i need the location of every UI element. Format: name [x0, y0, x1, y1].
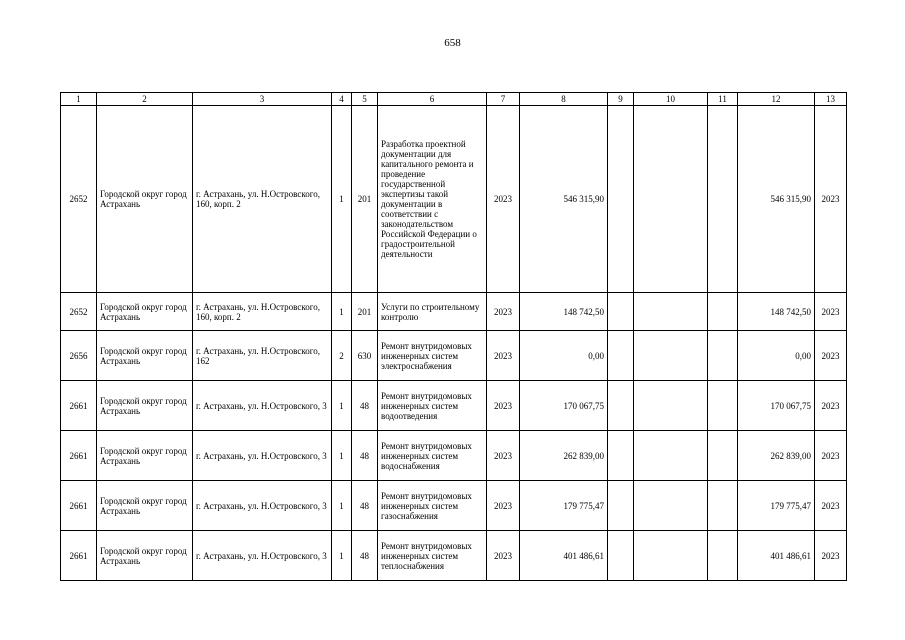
col4-value: 1 [332, 293, 352, 331]
end-year: 2023 [815, 381, 847, 431]
year: 2023 [487, 293, 520, 331]
column-number: 3 [193, 93, 332, 106]
work-type: Ремонт внутридомовых инженерных систем электроснабжения [378, 331, 487, 381]
fund-amount: 170 067,75 [738, 381, 815, 431]
column-number: 9 [608, 93, 634, 106]
column-number: 5 [352, 93, 378, 106]
address: г. Астрахань, ул. Н.Островского, 160, корп. 2 [193, 106, 332, 293]
col5-value: 48 [352, 381, 378, 431]
end-year: 2023 [815, 431, 847, 481]
table-row [61, 531, 847, 581]
table-row [61, 431, 847, 481]
year: 2023 [487, 331, 520, 381]
col10-value [634, 431, 708, 481]
col10-value [634, 293, 708, 331]
col4-value: 2 [332, 331, 352, 381]
row-id: 2656 [61, 331, 97, 381]
col5-value: 201 [352, 293, 378, 331]
total-amount: 546 315,90 [520, 106, 608, 293]
table-row [61, 381, 847, 431]
total-amount: 170 067,75 [520, 381, 608, 431]
municipality: Городской округ город Астрахань [97, 531, 193, 581]
address: г. Астрахань, ул. Н.Островского, 162 [193, 331, 332, 381]
address: г. Астрахань, ул. Н.Островского, 160, корп. 2 [193, 293, 332, 331]
column-number: 10 [634, 93, 708, 106]
row-id: 2652 [61, 293, 97, 331]
col5-value: 48 [352, 431, 378, 481]
col5-value: 48 [352, 531, 378, 581]
col11-value [708, 381, 738, 431]
row-id: 2661 [61, 381, 97, 431]
fund-amount: 179 775,47 [738, 481, 815, 531]
municipality: Городской округ город Астрахань [97, 331, 193, 381]
work-type: Ремонт внутридомовых инженерных систем газоснабжения [378, 481, 487, 531]
year: 2023 [487, 531, 520, 581]
year: 2023 [487, 431, 520, 481]
column-number: 12 [738, 93, 815, 106]
col10-value [634, 481, 708, 531]
col10-value [634, 381, 708, 431]
fund-amount: 262 839,00 [738, 431, 815, 481]
work-type: Ремонт внутридомовых инженерных систем водоснабжения [378, 431, 487, 481]
work-type: Ремонт внутридомовых инженерных систем теплоснабжения [378, 531, 487, 581]
table-row [61, 481, 847, 531]
col11-value [708, 293, 738, 331]
total-amount: 262 839,00 [520, 431, 608, 481]
col11-value [708, 431, 738, 481]
municipality: Городской округ город Астрахань [97, 293, 193, 331]
column-number: 2 [97, 93, 193, 106]
end-year: 2023 [815, 293, 847, 331]
col9-value [608, 106, 634, 293]
col4-value: 1 [332, 381, 352, 431]
total-amount: 0,00 [520, 331, 608, 381]
col10-value [634, 106, 708, 293]
col5-value: 201 [352, 106, 378, 293]
column-number: 6 [378, 93, 487, 106]
col4-value: 1 [332, 106, 352, 293]
address: г. Астрахань, ул. Н.Островского, 3 [193, 531, 332, 581]
work-type: Услуги по строительному контролю [378, 293, 487, 331]
column-number: 4 [332, 93, 352, 106]
table-row [61, 331, 847, 381]
column-number: 8 [520, 93, 608, 106]
municipality: Городской округ город Астрахань [97, 431, 193, 481]
column-number: 7 [487, 93, 520, 106]
col9-value [608, 381, 634, 431]
municipality: Городской округ город Астрахань [97, 481, 193, 531]
col9-value [608, 431, 634, 481]
table-row [61, 293, 847, 331]
row-id: 2661 [61, 531, 97, 581]
col9-value [608, 531, 634, 581]
col5-value: 630 [352, 331, 378, 381]
row-id: 2652 [61, 106, 97, 293]
registry-table [60, 92, 847, 581]
municipality: Городской округ город Астрахань [97, 381, 193, 431]
col11-value [708, 331, 738, 381]
fund-amount: 546 315,90 [738, 106, 815, 293]
fund-amount: 148 742,50 [738, 293, 815, 331]
address: г. Астрахань, ул. Н.Островского, 3 [193, 381, 332, 431]
col11-value [708, 531, 738, 581]
total-amount: 148 742,50 [520, 293, 608, 331]
end-year: 2023 [815, 481, 847, 531]
year: 2023 [487, 106, 520, 293]
col9-value [608, 331, 634, 381]
end-year: 2023 [815, 106, 847, 293]
column-number: 11 [708, 93, 738, 106]
col10-value [634, 531, 708, 581]
column-number: 1 [61, 93, 97, 106]
address: г. Астрахань, ул. Н.Островского, 3 [193, 481, 332, 531]
total-amount: 179 775,47 [520, 481, 608, 531]
col9-value [608, 481, 634, 531]
col11-value [708, 481, 738, 531]
work-type: Разработка проектной документации для капитального ремонта и проведение государственной экспертизы такой документации в соответствии с законодательством Российской Федерации о градостроительной деятельности [378, 106, 487, 293]
address: г. Астрахань, ул. Н.Островского, 3 [193, 431, 332, 481]
page-number: 658 [444, 37, 461, 49]
end-year: 2023 [815, 331, 847, 381]
year: 2023 [487, 481, 520, 531]
col4-value: 1 [332, 431, 352, 481]
row-id: 2661 [61, 431, 97, 481]
row-id: 2661 [61, 481, 97, 531]
fund-amount: 401 486,61 [738, 531, 815, 581]
column-number-row [61, 93, 847, 106]
table-row [61, 106, 847, 293]
fund-amount: 0,00 [738, 331, 815, 381]
year: 2023 [487, 381, 520, 431]
work-type: Ремонт внутридомовых инженерных систем водоотведения [378, 381, 487, 431]
end-year: 2023 [815, 531, 847, 581]
col11-value [708, 106, 738, 293]
col9-value [608, 293, 634, 331]
col5-value: 48 [352, 481, 378, 531]
col4-value: 1 [332, 481, 352, 531]
col10-value [634, 331, 708, 381]
total-amount: 401 486,61 [520, 531, 608, 581]
column-number: 13 [815, 93, 847, 106]
municipality: Городской округ город Астрахань [97, 106, 193, 293]
col4-value: 1 [332, 531, 352, 581]
